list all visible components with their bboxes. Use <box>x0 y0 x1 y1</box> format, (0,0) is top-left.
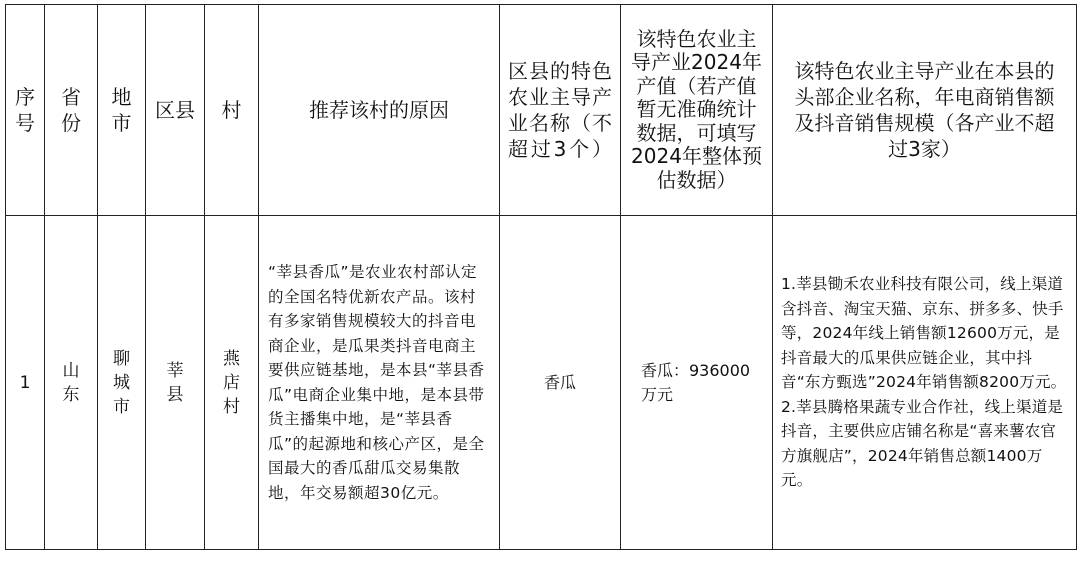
recommendation-table <box>5 4 1077 550</box>
header-province: 省份 <box>45 5 98 216</box>
company-item: 2.莘县腾格果蔬专业合作社，线上渠道是抖音，主要供应店铺名称是“喜来薯农官方旗舰店”，2024年销售总额1400万元。 <box>781 397 1064 490</box>
cell-province: 山东 <box>45 216 98 550</box>
header-row <box>6 5 1077 216</box>
cell-seq: 1 <box>6 216 45 550</box>
cell-special-industry: 香瓜 <box>500 216 621 550</box>
cell-reason: “莘县香瓜”是农业农村部认定的全国名特优新农产品。该村有多家销售规模较大的抖音电商企业，是瓜果类抖音电商主要供应链基地，是本县“莘县香瓜”电商企业集中地，是本县带货主播集中地，是“莘县香瓜”的起源地和核心产区，是全国最大的香瓜甜瓜交易集散地，年交易额超30亿元。 <box>259 216 500 550</box>
header-special-industry: 区县的特色农业主导产业名称（不超过3个） <box>500 5 621 216</box>
header-seq: 序号 <box>6 5 45 216</box>
header-county: 区县 <box>146 5 205 216</box>
cell-county: 莘县 <box>146 216 205 550</box>
header-village: 村 <box>205 5 259 216</box>
header-reason: 推荐该村的原因 <box>259 5 500 216</box>
header-city: 地市 <box>98 5 146 216</box>
cell-output-value: 香瓜：936000万元 <box>621 216 773 550</box>
header-companies: 该特色农业主导产业在本县的头部企业名称，年电商销售额及抖音销售规模（各产业不超过3家） <box>773 5 1077 216</box>
header-output-value: 该特色农业主导产业2024年产值（若产值暂无准确统计数据，可填写2024年整体预估数据） <box>621 5 773 216</box>
cell-city: 聊城市 <box>98 216 146 550</box>
cell-village: 燕店村 <box>205 216 259 550</box>
company-item: 1.莘县锄禾农业科技有限公司，线上渠道含抖音、淘宝天猫、京东、拼多多、快手等，2024年线上销售额12600万元，是抖音最大的瓜果供应链企业，其中抖音“东方甄选”2024年销售额8200万元。 <box>781 275 1067 392</box>
table-row <box>6 216 1077 550</box>
cell-companies <box>773 216 1077 550</box>
